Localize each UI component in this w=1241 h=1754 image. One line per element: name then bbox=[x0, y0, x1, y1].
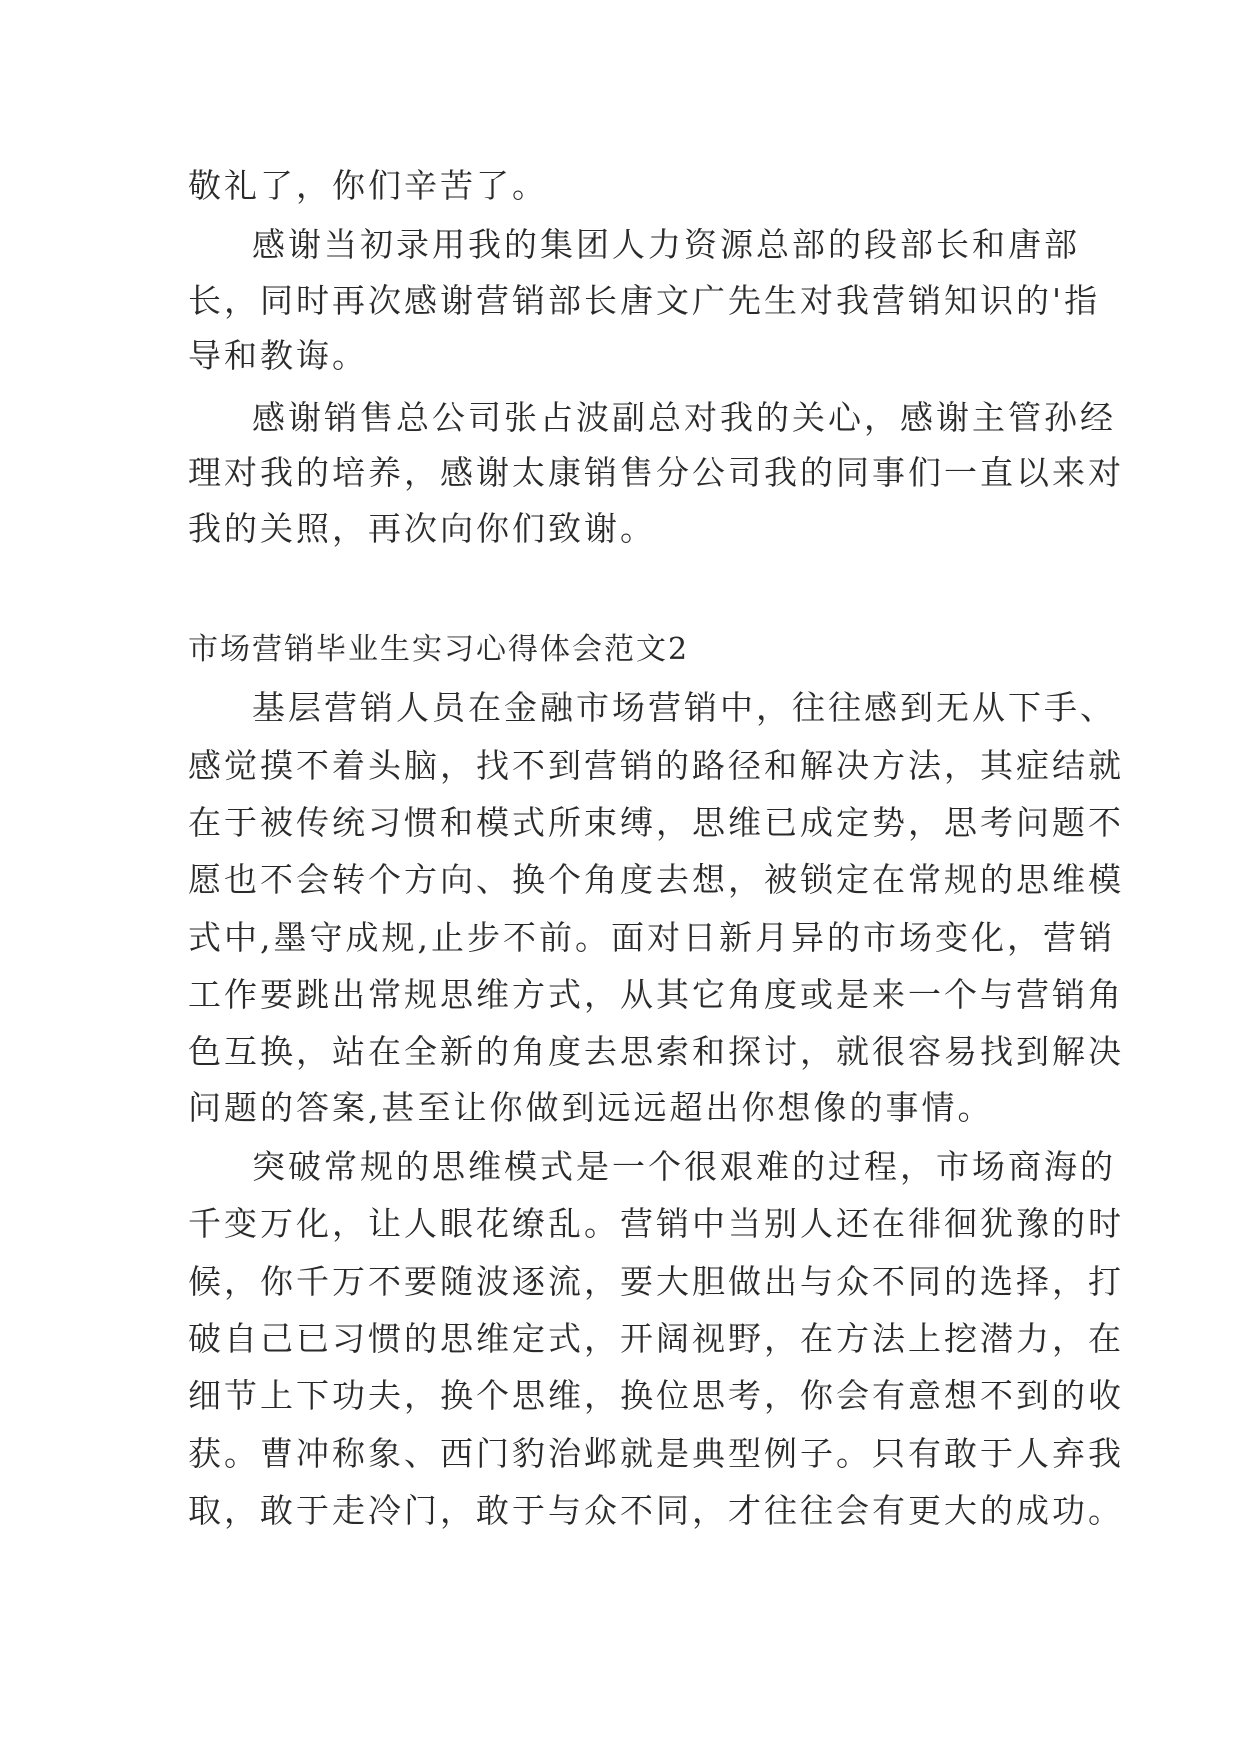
text-line: 感谢销售总公司张占波副总对我的关心，感谢主管孙经 bbox=[252, 398, 1116, 437]
text-line: 候，你千万不要随波逐流，要大胆做出与众不同的选择，打 bbox=[188, 1262, 1124, 1301]
text-line: 感觉摸不着头脑，找不到营销的路径和解决方法，其症结就 bbox=[188, 746, 1124, 785]
text-line: 式中,墨守成规,止步不前。面对日新月异的市场变化，营销 bbox=[188, 918, 1115, 957]
text-line: 导和教诲。 bbox=[188, 336, 368, 375]
text-line: 在于被传统习惯和模式所束缚，思维已成定势，思考问题不 bbox=[188, 803, 1124, 842]
text-line: 工作要跳出常规思维方式，从其它角度或是来一个与营销角 bbox=[188, 975, 1124, 1014]
text-line: 愿也不会转个方向、换个角度去想，被锁定在常规的思维模 bbox=[188, 860, 1124, 899]
text-line: 突破常规的思维模式是一个很艰难的过程，市场商海的 bbox=[252, 1147, 1116, 1186]
text-line: 细节上下功夫，换个思维，换位思考，你会有意想不到的收 bbox=[188, 1376, 1124, 1415]
text-line: 色互换，站在全新的角度去思索和探讨，就很容易找到解决 bbox=[188, 1032, 1124, 1071]
text-line: 理对我的培养，感谢太康销售分公司我的同事们一直以来对 bbox=[188, 453, 1124, 492]
text-line: 敬礼了，你们辛苦了。 bbox=[188, 166, 548, 205]
section-heading: 市场营销毕业生实习心得体会范文2 bbox=[188, 632, 690, 667]
text-line: 获。曹冲称象、西门豹治邺就是典型例子。只有敢于人弃我 bbox=[188, 1434, 1124, 1473]
text-line: 我的关照，再次向你们致谢。 bbox=[188, 509, 656, 548]
text-line: 破自己已习惯的思维定式，开阔视野，在方法上挖潜力，在 bbox=[188, 1319, 1124, 1358]
text-line: 长，同时再次感谢营销部长唐文广先生对我营销知识的'指 bbox=[188, 281, 1101, 320]
text-line: 取，敢于走冷门，敢于与众不同，才往往会有更大的成功。 bbox=[188, 1491, 1124, 1530]
text-line: 基层营销人员在金融市场营销中，往往感到无从下手、 bbox=[252, 688, 1116, 727]
text-line: 千变万化，让人眼花缭乱。营销中当别人还在徘徊犹豫的时 bbox=[188, 1204, 1124, 1243]
text-line: 感谢当初录用我的集团人力资源总部的段部长和唐部 bbox=[252, 225, 1080, 264]
text-line: 问题的答案,甚至让你做到远远超出你想像的事情。 bbox=[188, 1088, 994, 1127]
